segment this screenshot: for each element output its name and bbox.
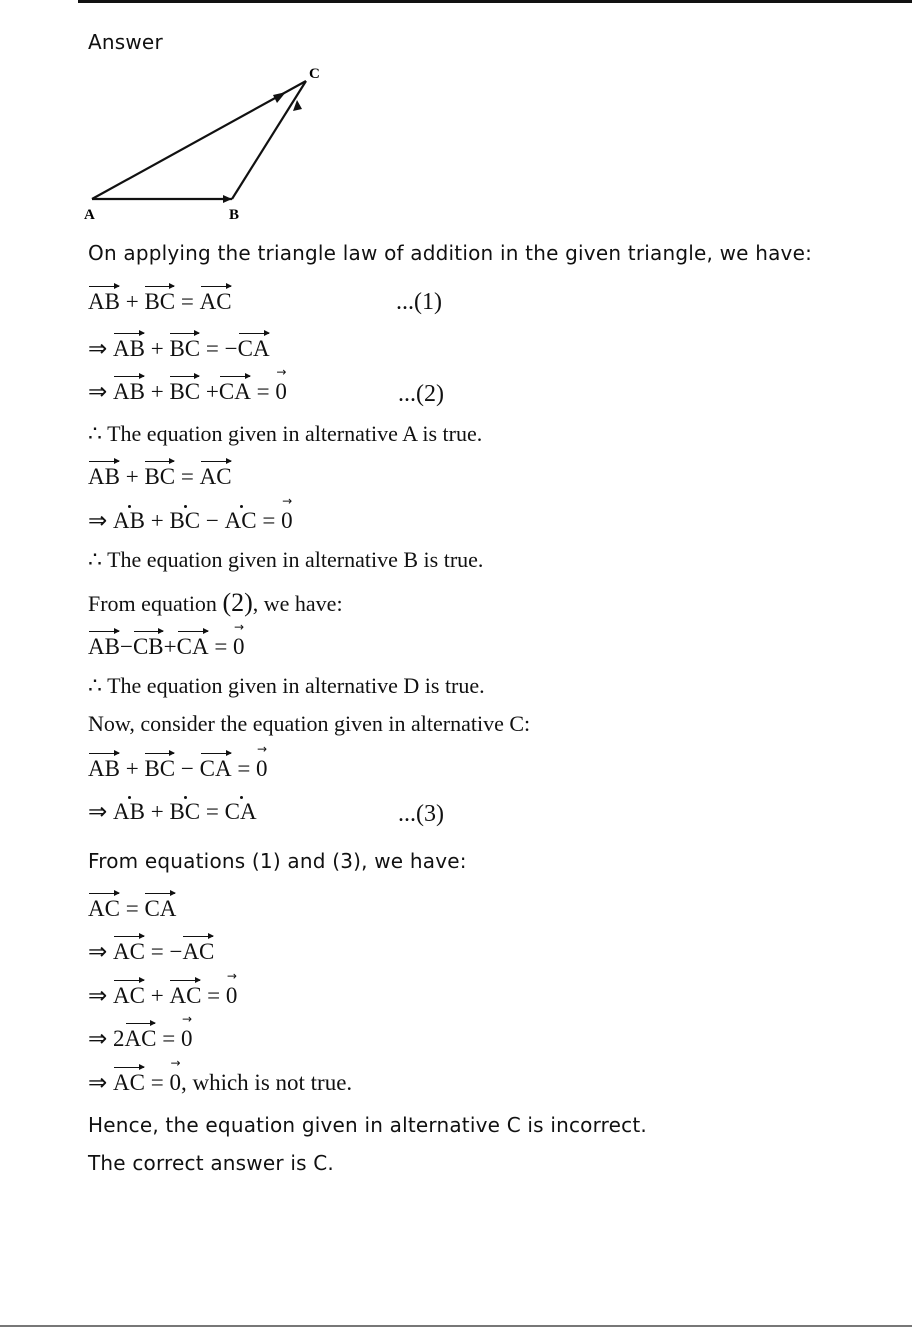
operator: = − <box>150 939 183 964</box>
vec-ca: CA <box>176 634 209 659</box>
operator: = <box>205 799 219 824</box>
not-true-text: , which is not true. <box>180 1070 353 1095</box>
operator: + <box>205 379 219 404</box>
operator: − <box>180 756 194 781</box>
operator: + <box>150 508 164 533</box>
from-equation-2 <box>88 590 343 616</box>
zero-vector: → 0 <box>275 380 287 403</box>
we-have-text: , we have: <box>252 591 343 616</box>
answer-heading: Answer <box>88 30 163 54</box>
vertex-label-a: A <box>84 207 95 223</box>
vec-ca: CA <box>144 896 177 921</box>
zero-vector: → 0 <box>169 1071 181 1094</box>
vec-ab: AB <box>88 634 120 659</box>
bottom-rule <box>0 1325 912 1327</box>
implies-symbol: ⇒ <box>88 1026 108 1051</box>
equation-12 <box>88 1027 192 1050</box>
operator: = <box>180 289 194 314</box>
operator: = <box>180 464 194 489</box>
vertex-label-c: C <box>309 66 320 82</box>
conclusion-a: ∴ The equation given in alternative A is true. <box>88 421 483 446</box>
now-consider-c: Now, consider the equation given in alternative C: <box>88 711 531 736</box>
vec-ac: AC <box>124 1026 157 1051</box>
operator: + <box>125 289 139 314</box>
vec-ab: AB <box>113 508 145 533</box>
equation-5 <box>88 509 293 532</box>
vec-ab: AB <box>88 464 120 489</box>
equation-4 <box>88 465 232 488</box>
top-rule <box>78 0 912 3</box>
operator: + <box>125 464 139 489</box>
equation-1 <box>88 290 232 313</box>
zero-vector: → 0 <box>256 757 268 780</box>
implies-symbol: ⇒ <box>88 508 108 533</box>
conclusion-b: ∴ The equation given in alternative B is true. <box>88 547 484 572</box>
vec-bc: BC <box>144 756 176 781</box>
equation-13 <box>88 1071 352 1094</box>
correct-answer: The correct answer is C. <box>88 1151 334 1175</box>
equation-11 <box>88 984 237 1007</box>
vec-ca: CA <box>199 756 232 781</box>
operator: = <box>262 508 276 533</box>
operator: − <box>205 508 219 533</box>
vec-ac: AC <box>224 508 257 533</box>
operator: = <box>162 1026 176 1051</box>
implies-symbol: ⇒ <box>88 379 108 404</box>
vec-ca: CA <box>224 799 257 824</box>
equation-7 <box>88 757 268 780</box>
from-equation-text: From equation <box>88 591 217 616</box>
operator: + <box>163 634 177 659</box>
operator: = <box>150 1070 164 1095</box>
operator: = <box>125 896 139 921</box>
vec-ac: AC <box>88 896 120 921</box>
triangle-diagram <box>80 62 340 227</box>
operator: + <box>150 336 164 361</box>
from-equations-1-3: From equations (1) and (3), we have: <box>88 849 467 873</box>
zero-vector: → 0 <box>181 1027 193 1050</box>
implies-symbol: ⇒ <box>88 799 108 824</box>
operator: − <box>119 634 133 659</box>
vec-bc: BC <box>144 464 176 489</box>
operator: + <box>150 983 164 1008</box>
vec-bc: BC <box>144 289 176 314</box>
vec-bc: BC <box>169 336 201 361</box>
equation-ref: (2) <box>222 588 253 617</box>
operator: + <box>125 756 139 781</box>
zero-vector: → 0 <box>226 984 238 1007</box>
equation-tag-3: ...(3) <box>398 801 444 827</box>
vec-ab: AB <box>88 756 120 781</box>
implies-symbol: ⇒ <box>88 939 108 964</box>
operator: + <box>150 799 164 824</box>
vec-ac: AC <box>113 1070 145 1095</box>
vec-cb: CB <box>132 634 164 659</box>
vec-ca: CA <box>218 379 251 404</box>
operator: = <box>207 983 221 1008</box>
operator: = <box>214 634 228 659</box>
vec-ab: AB <box>113 336 145 361</box>
vec-ab: AB <box>113 799 145 824</box>
operator: + <box>150 379 164 404</box>
coefficient: 2 <box>113 1026 125 1051</box>
vec-bc: BC <box>169 379 201 404</box>
hence-text: Hence, the equation given in alternative C is incorrect. <box>88 1113 647 1137</box>
vec-bc: BC <box>169 508 201 533</box>
equation-1b <box>88 337 270 360</box>
operator: = <box>237 756 251 781</box>
implies-symbol: ⇒ <box>88 1070 108 1095</box>
vec-ac: AC <box>199 464 232 489</box>
vec-ac: AC <box>113 983 145 1008</box>
operator: = − <box>205 336 238 361</box>
implies-symbol: ⇒ <box>88 983 108 1008</box>
equation-10 <box>88 940 214 963</box>
vertex-label-b: B <box>229 207 240 223</box>
vec-ac: AC <box>182 939 215 964</box>
operator: = <box>256 379 270 404</box>
vec-ac: AC <box>113 939 145 964</box>
vec-ab: AB <box>88 289 120 314</box>
zero-vector: → 0 <box>233 635 245 658</box>
equation-2 <box>88 380 287 403</box>
vec-bc: BC <box>169 799 201 824</box>
vec-ca: CA <box>237 336 270 361</box>
zero-vector: → 0 <box>281 509 293 532</box>
vec-ac: AC <box>199 289 232 314</box>
equation-tag-1: ...(1) <box>396 289 442 315</box>
equation-6 <box>88 635 245 658</box>
equation-tag-2: ...(2) <box>398 381 444 407</box>
vec-ac: AC <box>169 983 202 1008</box>
equation-9 <box>88 897 176 920</box>
conclusion-d: ∴ The equation given in alternative D is true. <box>88 673 485 698</box>
equation-8 <box>88 800 257 823</box>
implies-symbol: ⇒ <box>88 336 108 361</box>
vec-ab: AB <box>113 379 145 404</box>
intro-text: On applying the triangle law of addition in the given triangle, we have: <box>88 241 813 265</box>
